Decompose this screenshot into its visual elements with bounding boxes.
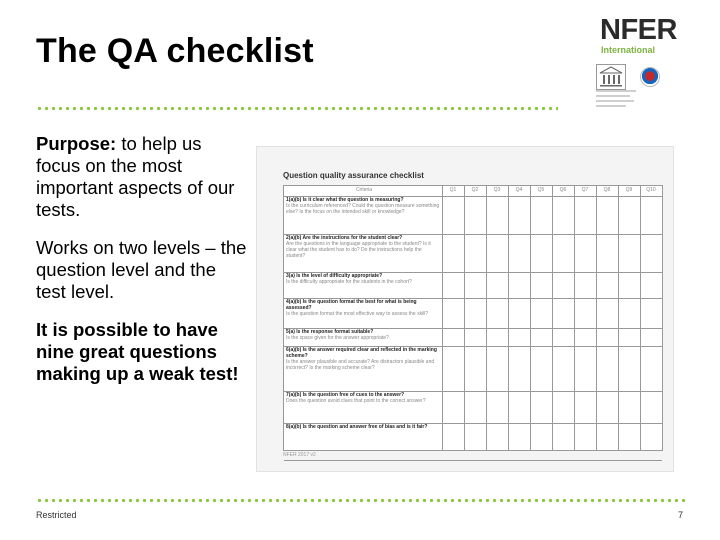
unesco-logo xyxy=(596,64,700,116)
checklist-title: Question quality assurance checklist xyxy=(283,171,424,180)
criterion-comment: Is the difficulty appropriate for the students in the cohort? xyxy=(286,279,412,285)
korea-flag-icon xyxy=(640,67,660,87)
criteria-column-divider xyxy=(442,186,443,450)
checklist-column-header: Q2 xyxy=(471,187,479,193)
checklist-column-header: Q7 xyxy=(581,187,589,193)
logo-name: NFER xyxy=(600,14,677,46)
checklist-criterion xyxy=(284,234,442,272)
footer-divider xyxy=(36,498,688,503)
criterion-heading: 8(a)(b) Is the question and answer free of bias and is it fair? xyxy=(286,424,428,430)
criterion-heading: 6(a)(b) Is the answer required clear and reflected in the marking scheme? xyxy=(286,347,437,359)
criterion-comment: Are the questions in the language appropriate to the student? Is it clear what the student has to do? Do the instructions help the student? xyxy=(286,241,431,259)
warning-paragraph: It is possible to have nine great questions making up a weak test! xyxy=(36,319,239,384)
criterion-comment: Is the question format the most effective way to assess the skill? xyxy=(286,311,429,317)
criterion-heading: 4(a)(b) Is the question format the best for what is being assessed? xyxy=(286,299,417,311)
unesco-caption xyxy=(596,90,700,110)
checklist-reference: NFER 2017 v2 xyxy=(283,452,316,458)
checklist-column-header: Q1 xyxy=(449,187,457,193)
purpose-text: to help us focus on the most important aspects of our tests. xyxy=(36,133,235,220)
slide-title: The QA checklist xyxy=(36,32,314,70)
criterion-heading: 1(a)(b) Is it clear what the question is measuring? xyxy=(286,197,404,203)
title-divider xyxy=(36,106,558,111)
checklist-column-header: Q3 xyxy=(493,187,501,193)
criterion-heading: 7(a)(b) Is the question free of cues to the answer? xyxy=(286,392,405,398)
criteria-header: Criteria xyxy=(355,187,373,193)
checklist-criterion xyxy=(284,272,442,298)
checklist-column-header: Q5 xyxy=(537,187,545,193)
purpose-paragraph xyxy=(36,133,248,221)
criterion-comment: Does the question avoid clues that point to the correct answer? xyxy=(286,398,426,404)
criterion-comment: Is the answer plausible and accurate? Are distractors plausible and incorrect? Is the marking scheme clear? xyxy=(286,359,435,371)
checklist-column-header: Q6 xyxy=(559,187,567,193)
checklist-table xyxy=(283,185,663,451)
criterion-heading: 3(a) Is the level of difficulty appropriate? xyxy=(286,273,383,279)
criterion-heading: 5(a) Is the response format suitable? xyxy=(286,329,374,335)
checklist-column-header: Q10 xyxy=(646,187,656,193)
checklist-criterion xyxy=(284,298,442,328)
criterion-comment: Is the curriculum referenced? Could the question measure something else? Is the focus on the intended skill or knowledge? xyxy=(286,203,440,215)
page-number: 7 xyxy=(678,510,684,520)
checklist-criterion xyxy=(284,346,442,391)
checklist-criterion xyxy=(284,328,442,346)
checklist-criterion xyxy=(284,196,442,234)
levels-paragraph: Works on two levels – the question level and the test level. xyxy=(36,237,247,302)
checklist-criterion xyxy=(284,391,442,423)
unesco-temple-icon xyxy=(596,64,626,90)
criterion-comment: Is the space given for the answer appropriate? xyxy=(286,335,389,341)
logo-subtitle: International xyxy=(601,45,656,55)
criterion-heading: 2(a)(b) Are the instructions for the student clear? xyxy=(286,235,403,241)
checklist-document-image xyxy=(256,146,674,472)
checklist-column-header: Q9 xyxy=(625,187,633,193)
checklist-column-header: Q4 xyxy=(515,187,523,193)
purpose-label: Purpose: xyxy=(36,133,117,154)
footer-label: Restricted xyxy=(36,510,77,520)
checklist-column-header: Q8 xyxy=(603,187,611,193)
